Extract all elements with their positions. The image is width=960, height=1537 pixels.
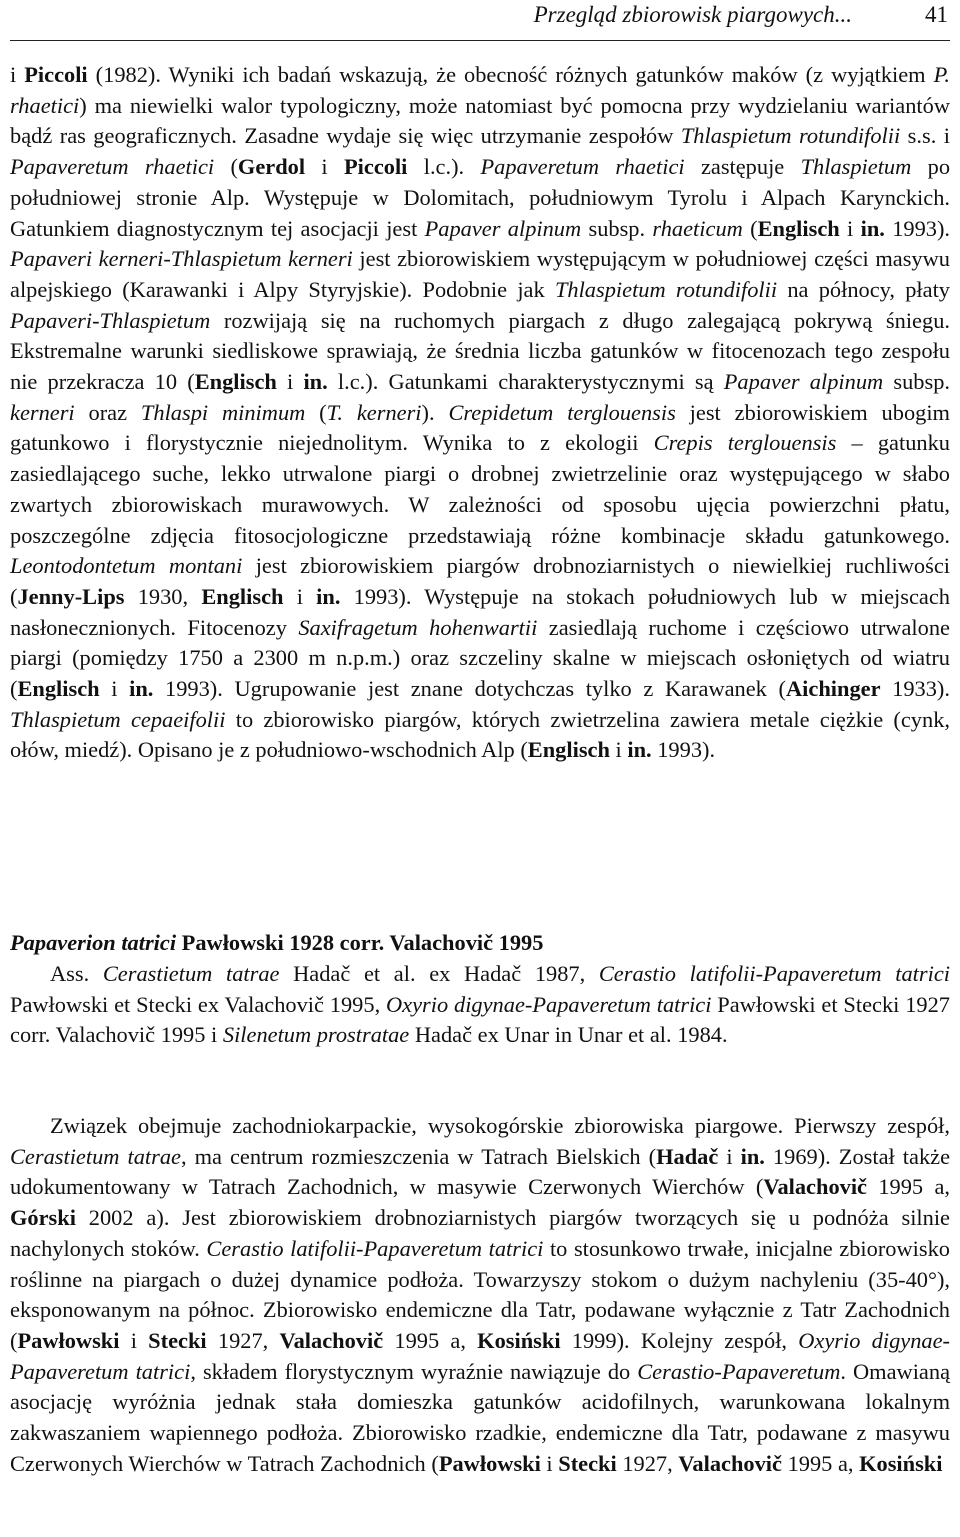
italic-text: Thlaspietum cepaeifolii xyxy=(10,706,226,732)
text-run: ( xyxy=(742,215,758,241)
bold-text: Kosiński xyxy=(859,1450,943,1476)
bold-text: in. xyxy=(627,737,652,763)
bold-text: Kosiński xyxy=(477,1327,561,1353)
bold-text: Stecki xyxy=(148,1327,207,1353)
text-run: subsp. xyxy=(581,215,653,241)
italic-text: Thlaspietum rotundifolii xyxy=(554,276,778,302)
italic-text: Cerastio latifolii-Papaveretum tatrici xyxy=(206,1235,544,1261)
italic-text: Cerastio latifolii-Papaveretum tatrici xyxy=(598,961,950,986)
text-run: na północy, płaty xyxy=(777,276,951,302)
italic-text: Papaver alpinum xyxy=(723,369,884,395)
italic-text: Crepidetum terglouensis xyxy=(448,399,676,425)
text-run: l.c.). xyxy=(407,154,481,180)
italic-text: Silenetum prostratae xyxy=(222,1022,410,1048)
bold-text: in. xyxy=(303,369,328,395)
text-run: subsp. xyxy=(883,369,950,395)
text-run: 1995 a, xyxy=(781,1450,860,1476)
bold-text: in. xyxy=(860,215,885,241)
bold-text: in. xyxy=(129,676,154,702)
bold-text: Englisch xyxy=(757,215,840,241)
text-run: l.c.). Gatunkami charakterystycznymi są xyxy=(327,369,724,395)
text-run: i xyxy=(305,154,344,180)
text-run: i xyxy=(10,62,25,87)
text-run: i xyxy=(99,676,130,702)
italic-text: Leontodontetum montani xyxy=(10,553,243,579)
text-run: ) ma niewielki walor typologiczny, może natomiast być pomocna przy wydzielaniu wariantów bądź ras geograficznych. Zasadne wydaje się więc utrzymanie zespołów xyxy=(10,92,950,149)
italic-text: Papaveretum rhaetici xyxy=(10,154,215,180)
section-heading xyxy=(10,928,950,959)
italic-text: Thlaspietum rotundifolii xyxy=(680,123,901,149)
text-run: 1993). Występuje na stokach południowych lub w miejscach nasłonecznionych. Fitocenozy xyxy=(10,583,951,640)
bold-text: Jenny-Lips xyxy=(17,583,125,609)
text-run: – gatunku zasiedlającego suche, lekko utrwalone piargi o drobnej zwietrzelinie oraz występującego w słabo zwartych zbiorowiskach murawowych. W zależności od sposobu ujęcia powierzchni płatu, poszczególne zdjęcia fitosocjologiczne przedstawiają różne kombinacje składu gatunkowego. xyxy=(10,430,950,548)
text-run: 1995 a, xyxy=(383,1327,478,1353)
italic-text: Papaveri-Thlaspietum xyxy=(10,307,211,333)
text-run: 1999). Kolejny zespół, xyxy=(560,1327,799,1353)
text-run: ). xyxy=(421,399,449,425)
paragraph-text xyxy=(10,60,950,766)
text-run: Hadač et al. ex Hadač 1987, xyxy=(279,961,599,986)
bold-text: in. xyxy=(740,1143,765,1169)
text-run: 1995 a, xyxy=(867,1174,950,1200)
italic-text: Papaveri kerneri-Thlaspietum kerneri xyxy=(10,246,353,272)
italic-text: Thlaspietum xyxy=(800,154,912,180)
bold-text: Gerdol xyxy=(237,154,306,180)
alliance-name xyxy=(10,928,950,959)
italic-text: Oxyrio digynae-Papaveretum tatrici xyxy=(10,1327,950,1384)
bold-text: Piccoli xyxy=(343,154,408,180)
text-run: 1933). xyxy=(880,676,950,702)
text-run: Pawłowski et Stecki ex Valachovič 1995, xyxy=(10,991,386,1017)
bold-text: Englisch xyxy=(194,369,277,395)
bold-text: Valachovič xyxy=(678,1450,782,1476)
text-run: jest zbiorowiskiem piargów drobnoziarnistych o niewielkiej ruchliwości ( xyxy=(10,553,950,609)
bold-text: Stecki xyxy=(558,1450,617,1476)
text-run: Ass. xyxy=(50,961,103,986)
text-run: i xyxy=(119,1327,149,1353)
text-run: ( xyxy=(305,399,327,425)
text-run: i xyxy=(540,1450,559,1476)
italic-text: Crepis terglouensis xyxy=(653,430,837,456)
text-run: 1930, xyxy=(124,583,202,609)
italic-text: Cerastietum tatrae xyxy=(10,1143,181,1169)
text-run: i xyxy=(276,369,304,395)
bold-text: Englisch xyxy=(527,737,610,763)
text-run: 1993). Ugrupowanie jest znane dotychczas tylko z Karawanek ( xyxy=(153,676,786,702)
italic-text: Cerastio-Papaveretum xyxy=(637,1358,841,1384)
text-run: i xyxy=(718,1143,741,1169)
paragraph-text xyxy=(10,1111,950,1479)
bold-text: in. xyxy=(316,583,341,609)
bold-italic-text: Papaverion tatrici xyxy=(10,930,177,955)
text-run: zasiedlają ruchome i częściowo utrwalone piargi (pomiędzy 1750 a 2300 m n.p.m.) oraz szczeliny skalne w miejscach osłoniętych od wiatru ( xyxy=(10,614,950,702)
text-run: to zbiorowisko piargów, których zwietrzelina zawiera metale ciężkie (cynk, ołów, miedź). Opisano je z południowo-wschodnich Alp ( xyxy=(10,706,950,763)
text-run: Hadač ex Unar in Unar et al. 1984. xyxy=(409,1022,728,1048)
text-run: 1927, xyxy=(206,1327,280,1353)
text-run: , składem florystycznym wyraźnie nawiązuje do xyxy=(190,1358,638,1384)
text-run: i xyxy=(839,215,861,241)
text-run: to stosunkowo trwałe, inicjalne zbiorowisko roślinne na piargach o dużej dynamice podłoża. Towarzyszy stokom o dużym nachyleniu (35-40°), eksponowanym na północ. Zbiorowisko endemiczne dla Tatr, podawane wyłącznie z Tatr Zachodnich ( xyxy=(10,1235,950,1353)
italic-text: rhaeticum xyxy=(652,215,743,241)
body-paragraph-1 xyxy=(10,60,950,766)
bold-text: Englisch xyxy=(17,676,100,702)
text-run: oraz xyxy=(74,399,141,425)
bold-text: Pawłowski xyxy=(438,1450,541,1476)
text-run: po południowej stronie Alp. Występuje w Dolomitach, południowym Tyrolu i Alpach Karynckich. Gatunkiem diagnostycznym tej asocjacji jest xyxy=(10,154,951,241)
bold-text: Piccoli xyxy=(24,62,88,87)
text-run: rozwijają się na ruchomych piargach z długo zalegającą pokrywą śniegu. Ekstremalne warunki siedliskowe sprawiają, że średnia liczba gatunków w fitocenozach tego zespołu nie przekracza 10 ( xyxy=(10,307,950,395)
text-run: , ma centrum rozmieszczenia w Tatrach Bielskich ( xyxy=(180,1143,657,1169)
bold-text: Aichinger xyxy=(785,676,881,702)
bold-text: Górski xyxy=(10,1205,76,1231)
synonyms-block xyxy=(10,959,950,1051)
italic-text: T. kerneri xyxy=(326,399,422,425)
italic-text: Cerastietum tatrae xyxy=(102,961,280,986)
text-run: ( xyxy=(214,154,238,180)
text-run: jest zbiorowiskiem ubogim gatunkowo i florystycznie niejednolitym. Wynika to z ekologii xyxy=(10,399,950,456)
body-paragraph-2 xyxy=(10,1111,950,1479)
text-run: 2002 a). Jest zbiorowiskiem drobnoziarnistych piargów tworzących się u podnóża silnie nachylonych stoków. xyxy=(10,1205,950,1261)
bold-text: Pawłowski xyxy=(17,1327,120,1353)
italic-text: Papaveretum rhaetici xyxy=(480,154,685,180)
bold-text: Valachovič xyxy=(279,1327,384,1353)
text-run: i xyxy=(283,583,317,609)
page-number: 41 xyxy=(925,2,948,27)
running-title: Przegląd zbiorowisk piargowych... xyxy=(533,2,852,27)
bold-text: Valachovič xyxy=(763,1174,867,1200)
text-run: 1993). xyxy=(651,737,716,763)
italic-text: Saxifragetum hohenwartii xyxy=(298,614,538,640)
text-run: i xyxy=(609,737,628,763)
text-run: zastępuje xyxy=(684,154,801,180)
italic-text: P. rhaetici xyxy=(10,62,950,118)
italic-text: kerneri xyxy=(10,399,75,425)
text-run: . Omawianą asocjację wyróżnia jednak stała domieszka gatunków acidofilnych, warunkowana lokalnym zakwaszaniem wapiennego podłoża. Zbiorowisko rzadkie, endemiczne dla Tatr, podawane z masywu Czerwonych Wierchów w Tatrach Zachodnich ( xyxy=(10,1358,951,1476)
text-run: 1993). xyxy=(884,215,951,241)
synonyms-text xyxy=(10,959,950,1051)
text-run: 1927, xyxy=(616,1450,679,1476)
text-run: Związek obejmuje zachodniokarpackie, wysokogórskie zbiorowiska piargowe. Pierwszy zespół, xyxy=(50,1113,950,1138)
text-run: Pawłowski et Stecki 1927 corr. Valachovič 1995 i xyxy=(10,991,950,1048)
bold-text: Englisch xyxy=(201,583,284,609)
italic-text: Oxyrio digynae-Papaveretum tatrici xyxy=(386,991,712,1017)
bold-text: Pawłowski 1928 corr. Valachovič 1995 xyxy=(176,930,544,955)
text-run: jest zbiorowiskiem występującym w południowej części masywu alpejskiego (Karawanki i Alpy Styryjskie). Podobnie jak xyxy=(10,246,950,302)
bold-text: Hadač xyxy=(656,1143,719,1169)
italic-text: Thlaspi minimum xyxy=(140,399,306,425)
text-run: 1969). Został także udokumentowany w Tatrach Zachodnich, w masywie Czerwonych Wierchów ( xyxy=(10,1143,951,1200)
running-header xyxy=(10,0,950,41)
text-run: (1982). Wyniki ich badań wskazują, że obecność różnych gatunków maków (z wyjątkiem xyxy=(87,62,934,87)
italic-text: Papaver alpinum xyxy=(424,215,582,241)
text-run: s.s. i xyxy=(900,123,950,149)
